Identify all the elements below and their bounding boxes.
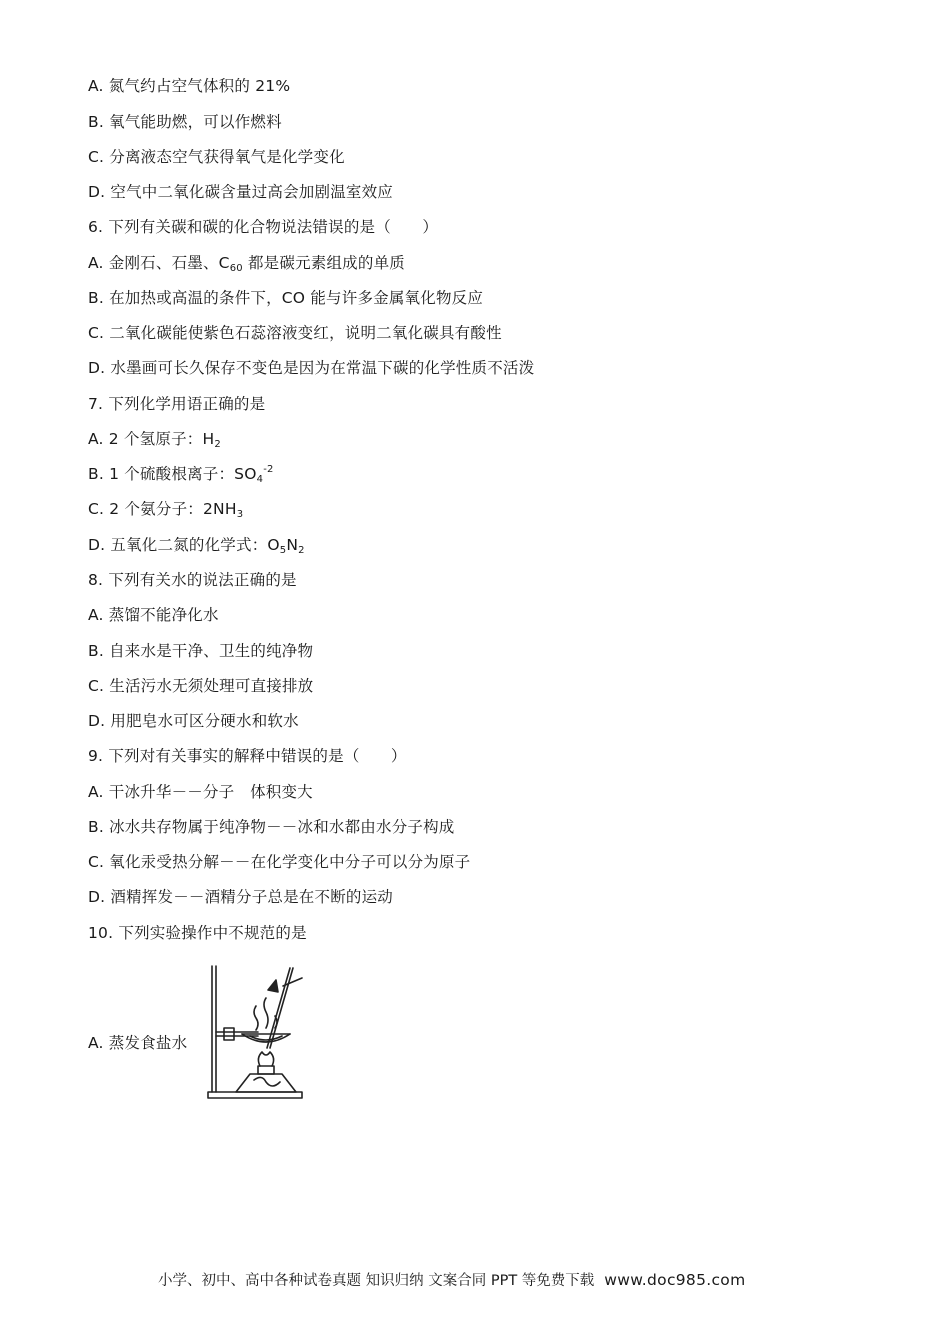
q7-a-pre: A. 2 个氢原子：H	[88, 430, 215, 448]
q5-option-d: D. 空气中二氧化碳含量过高会加剧温室效应	[88, 183, 393, 201]
q7-option-d	[88, 535, 305, 555]
q7-stem: 7. 下列化学用语正确的是	[88, 395, 266, 413]
q6-a-post: 都是碳元素组成的单质	[242, 254, 405, 272]
q6-option-a	[88, 253, 405, 273]
q6-option-c: C. 二氧化碳能使紫色石蕊溶液变红，说明二氧化碳具有酸性	[88, 324, 502, 342]
q7-b-pre: B. 1 个硫酸根离子：SO	[88, 465, 257, 483]
q6-a-sub: 60	[229, 263, 243, 274]
q7-d-pre: D. 五氧化二氮的化学式：O	[88, 536, 280, 554]
q10-option-a: A. 蒸发食盐水	[88, 1034, 188, 1052]
q7-option-b	[88, 464, 274, 484]
q8-option-d: D. 用肥皂水可区分硬水和软水	[88, 712, 299, 730]
q7-option-c	[88, 499, 243, 519]
q8-option-a: A. 蒸馏不能净化水	[88, 606, 219, 624]
q6-option-d: D. 水墨画可长久保存不变色是因为在常温下碳的化学性质不活泼	[88, 359, 535, 377]
q10-stem: 10. 下列实验操作中不规范的是	[88, 924, 307, 942]
q7-c-pre: C. 2 个氨分子：2NH	[88, 500, 237, 518]
q7-c-sub: 3	[236, 509, 244, 520]
footer	[158, 1269, 745, 1290]
q7-a-sub: 2	[214, 439, 221, 450]
q6-a-pre: A. 金刚石、石墨、C	[88, 254, 230, 272]
q9-option-d: D. 酒精挥发－－酒精分子总是在不断的运动	[88, 888, 393, 906]
q9-stem: 9. 下列对有关事实的解释中错误的是（ ）	[88, 747, 407, 765]
q7-d-sub2: 2	[298, 545, 305, 556]
q9-option-b: B. 冰水共存物属于纯净物－－冰和水都由水分子构成	[88, 818, 455, 836]
q5-option-b: B. 氧气能助燃，可以作燃料	[88, 113, 282, 131]
q8-option-c: C. 生活污水无须处理可直接排放	[88, 677, 314, 695]
q8-stem: 8. 下列有关水的说法正确的是	[88, 571, 297, 589]
q5-option-a: A. 氮气约占空气体积的 21%	[88, 77, 291, 95]
evaporation-apparatus-icon	[200, 962, 310, 1104]
q6-stem: 6. 下列有关碳和碳的化合物说法错误的是（ ）	[88, 218, 439, 236]
footer-text: 小学、初中、高中各种试卷真题 知识归纳 文案合同 PPT 等免费下载	[158, 1273, 595, 1289]
footer-url[interactable]: www.doc985.com	[604, 1271, 746, 1289]
q9-option-a: A. 干冰升华－－分子 体积变大	[88, 783, 313, 801]
q6-option-b: B. 在加热或高温的条件下，CO 能与许多金属氧化物反应	[88, 289, 484, 307]
q7-b-sup: -2	[263, 464, 274, 475]
q7-d-mid: N	[286, 536, 299, 554]
q8-option-b: B. 自来水是干净、卫生的纯净物	[88, 642, 314, 660]
q7-b-sub: 4	[256, 474, 264, 485]
q9-option-c: C. 氧化汞受热分解－－在化学变化中分子可以分为原子	[88, 853, 471, 871]
q7-option-a	[88, 429, 221, 449]
q7-d-sub1: 5	[279, 545, 287, 556]
q5-option-c: C. 分离液态空气获得氧气是化学变化	[88, 148, 345, 166]
